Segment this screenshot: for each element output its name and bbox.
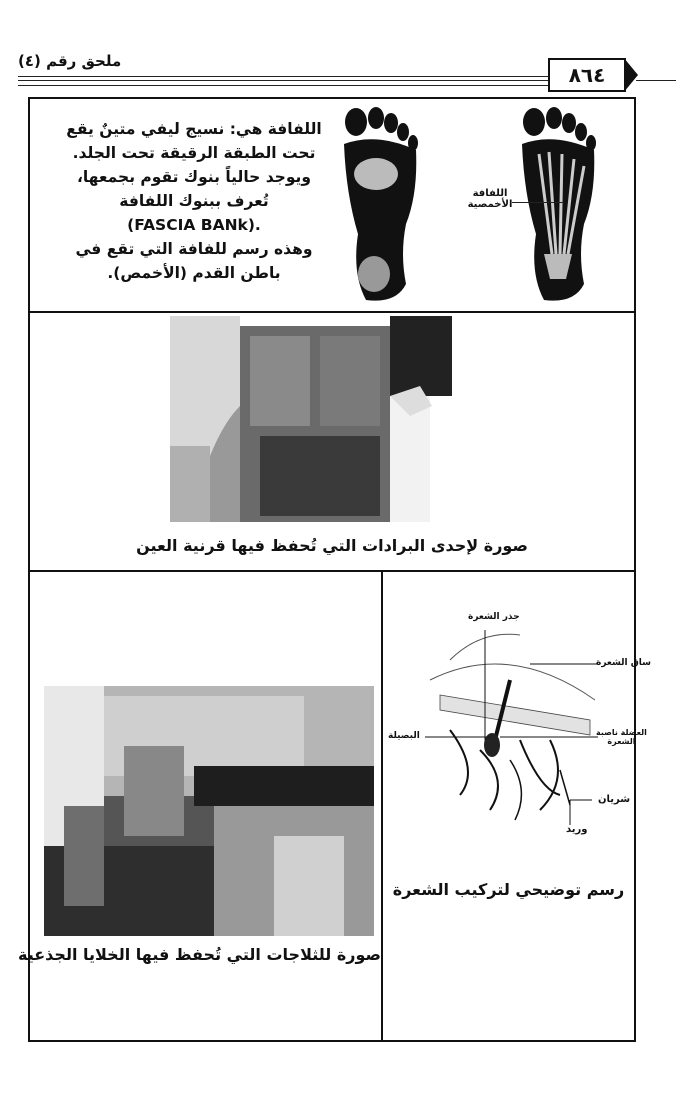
fridge-caption: صورة للثلاجات التي تُحفظ فيها الخلايا الجذعية <box>18 945 381 964</box>
fascia-label: اللفافة الأخمصية <box>467 188 513 210</box>
hair-structure-diagram <box>420 620 600 840</box>
definition-line: باطن القدم (الأخمص). <box>107 264 281 282</box>
foot-fascia-illustration <box>514 104 604 304</box>
definition-line: اللفافة هي: نسيج ليفي متينٌ يقع <box>66 120 322 138</box>
label-hair-bulb: البصيلة <box>388 731 420 741</box>
header-rule-right <box>636 80 676 81</box>
stem-cell-freezers-photo <box>44 686 374 936</box>
cornea-refrigerator-photo <box>170 316 452 522</box>
row-divider-2 <box>28 570 636 572</box>
label-hair-shaft: ساق الشعرة <box>596 658 652 668</box>
foot-sole-illustration <box>336 104 426 304</box>
definition-line: تُعرف ببنوك اللفافة <box>119 192 269 210</box>
label-artery: شريان <box>598 794 631 805</box>
header-rule-1 <box>18 76 548 77</box>
fascia-pointer-line <box>512 202 564 203</box>
header-rule-3 <box>18 85 548 86</box>
definition-line: وهذه رسم للفافة التي تقع في <box>75 240 313 258</box>
label-hair-root: جذر الشعرة <box>468 612 520 622</box>
definition-line: ويوجد حالياً بنوك تقوم بجمعها، <box>76 168 312 186</box>
cornea-caption: صورة لإحدى البرادات التي تُحفظ فيها قرنية العين <box>136 536 528 555</box>
definition-line: (FASCIA BANk). <box>127 216 261 234</box>
hair-caption: رسم توضيحي لتركيب الشعرة <box>392 880 625 899</box>
fascia-definition <box>64 117 324 285</box>
page-number: ٨٦٤ <box>548 58 626 92</box>
header-rule-2 <box>18 80 548 81</box>
label-vein: وريد <box>566 824 588 835</box>
row-divider-1 <box>28 311 636 313</box>
definition-line: تحت الطبقة الرقيقة تحت الجلد. <box>72 144 316 162</box>
column-divider <box>381 570 383 1042</box>
appendix-label: ملحق رقم (٤) <box>18 52 122 70</box>
label-arrector-muscle: العضلة ناصبة الشعرة <box>596 728 647 746</box>
